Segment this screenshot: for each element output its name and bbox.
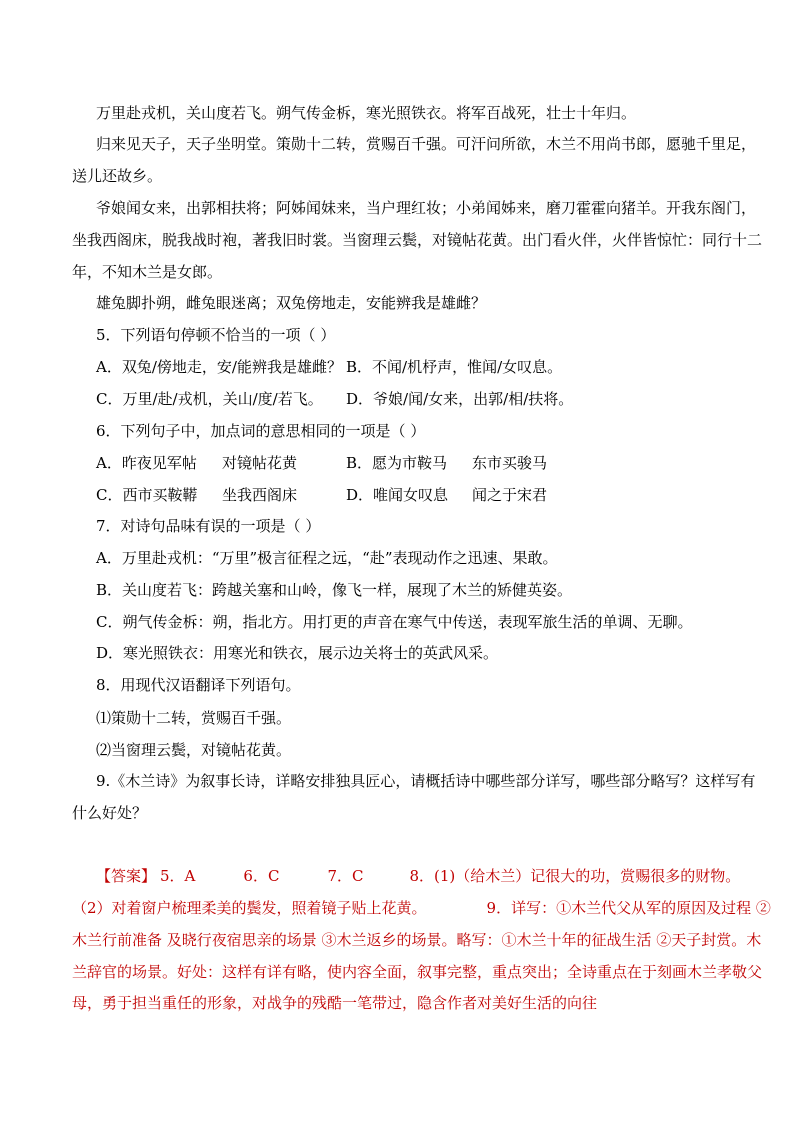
answer-row-5: 母，勇于担当重任的形象，对战争的残酷一笔带过，隐含作者对美好生活的向往 [72, 994, 598, 1012]
answer-row-2 [72, 898, 771, 918]
answer-8-part-2: （2）对着窗户梳理柔美的鬓发，照着镜子贴上花黄。 [72, 899, 427, 917]
answer-9-start: 9．详写：①木兰代父从军的原因及过程 ② [486, 899, 771, 917]
question-6-stem: 6．下列句子中，加点词的意思相同的一项是（ ） [96, 422, 426, 440]
question-6-option-b-2: 东市买骏马 [472, 454, 548, 472]
answer-label: 【答案】 [96, 867, 157, 885]
question-7-option-d: D．寒光照铁衣：用寒光和铁衣，展示边关将士的英武风采。 [96, 644, 499, 662]
answer-8-part-1: 8．(1)（给木兰）记很大的功，赏赐很多的财物。 [409, 867, 741, 885]
question-7-option-b: B．关山度若飞：跨越关塞和山岭，像飞一样，展现了木兰的矫健英姿。 [96, 581, 573, 599]
question-6-option-a-1: A．昨夜见军帖 [96, 454, 197, 472]
question-5-option-d: D．爷娘/闻/女来，出郭/相/扶将。 [346, 390, 574, 408]
answer-row-4: 兰辞官的场景。好处：这样有详有略，使内容全面，叙事完整，重点突出；全诗重点在于刻画木兰孝敬父 [72, 963, 763, 981]
question-7-option-c: C．朔气传金柝：朔，指北方。用打更的声音在寒气中传送，表现军旅生活的单调、无聊。 [96, 613, 693, 631]
question-6-option-a-2: 对镜帖花黄 [222, 454, 298, 472]
question-9-line-2: 什么好处？ [72, 804, 148, 822]
answer-5: 5．A [160, 867, 196, 885]
question-5-option-c: C．万里/赴/戎机，关山/度/若飞。 [96, 390, 323, 408]
question-8-sentence-1: ⑴策勋十二转，赏赐百千强。 [96, 709, 292, 727]
question-8-stem: 8．用现代汉语翻译下列语句。 [96, 676, 301, 694]
question-6-option-b-1: B．愿为市鞍马 [346, 454, 448, 472]
question-7-option-a: A．万里赴戎机：“万里”极言征程之远，“赴”表现动作之迅速、果敢。 [96, 549, 558, 567]
poem-paragraph-2-line-1: 归来见天子，天子坐明堂。策勋十二转，赏赐百千强。可汗问所欲，木兰不用尚书郎，愿驰千里足， [96, 135, 757, 153]
poem-paragraph-3-line-1: 爷娘闻女来，出郭相扶将；阿姊闻妹来，当户理红妆；小弟闻姊来，磨刀霍霍向猪羊。开我东阁门， [96, 199, 757, 217]
question-9-line-1: 9.《木兰诗》为叙事长诗，详略安排独具匠心，请概括诗中哪些部分详写，哪些部分略写？这样写有 [96, 772, 756, 790]
answer-row-1 [96, 866, 740, 886]
answer-row-3: 木兰行前准备 及晓行夜宿思亲的场景 ③木兰返乡的场景。略写：①木兰十年的征战生活 ②天子封赏。木 [72, 931, 762, 949]
question-5-option-a: A．双兔/傍地走，安/能辨我是雄雌？ [96, 358, 342, 376]
question-6-option-d-1: D．唯闻女叹息 [346, 486, 449, 504]
question-6-option-c-1: C．西市买鞍鞯 [96, 486, 198, 504]
poem-paragraph-2-line-2: 送儿还故乡。 [72, 167, 163, 185]
answer-7: 7．C [327, 867, 364, 885]
poem-paragraph-3-line-3: 年，不知木兰是女郎。 [72, 263, 223, 281]
poem-paragraph-1: 万里赴戎机，关山度若飞。朔气传金柝，寒光照铁衣。将军百战死，壮士十年归。 [96, 104, 637, 122]
answer-6: 6．C [243, 867, 280, 885]
question-8-sentence-2: ⑵当窗理云鬓，对镜帖花黄。 [96, 741, 292, 759]
question-6-option-c-2: 坐我西阁床 [222, 486, 298, 504]
question-6-option-d-2: 闻之于宋君 [472, 486, 548, 504]
poem-paragraph-4: 雄兔脚扑朔，雌兔眼迷离；双兔傍地走，安能辨我是雄雌？ [96, 294, 487, 312]
poem-paragraph-3-line-2: 坐我西阁床，脱我战时袍，著我旧时裳。当窗理云鬓，对镜帖花黄。出门看火伴，火伴皆惊忙：同行十二 [72, 231, 763, 249]
question-5-option-b: B．不闻/机杼声，惟闻/女叹息。 [346, 358, 563, 376]
question-7-stem: 7．对诗句品味有误的一项是（ ） [96, 517, 321, 535]
question-5-stem: 5．下列语句停顿不恰当的一项（ ） [96, 326, 336, 344]
